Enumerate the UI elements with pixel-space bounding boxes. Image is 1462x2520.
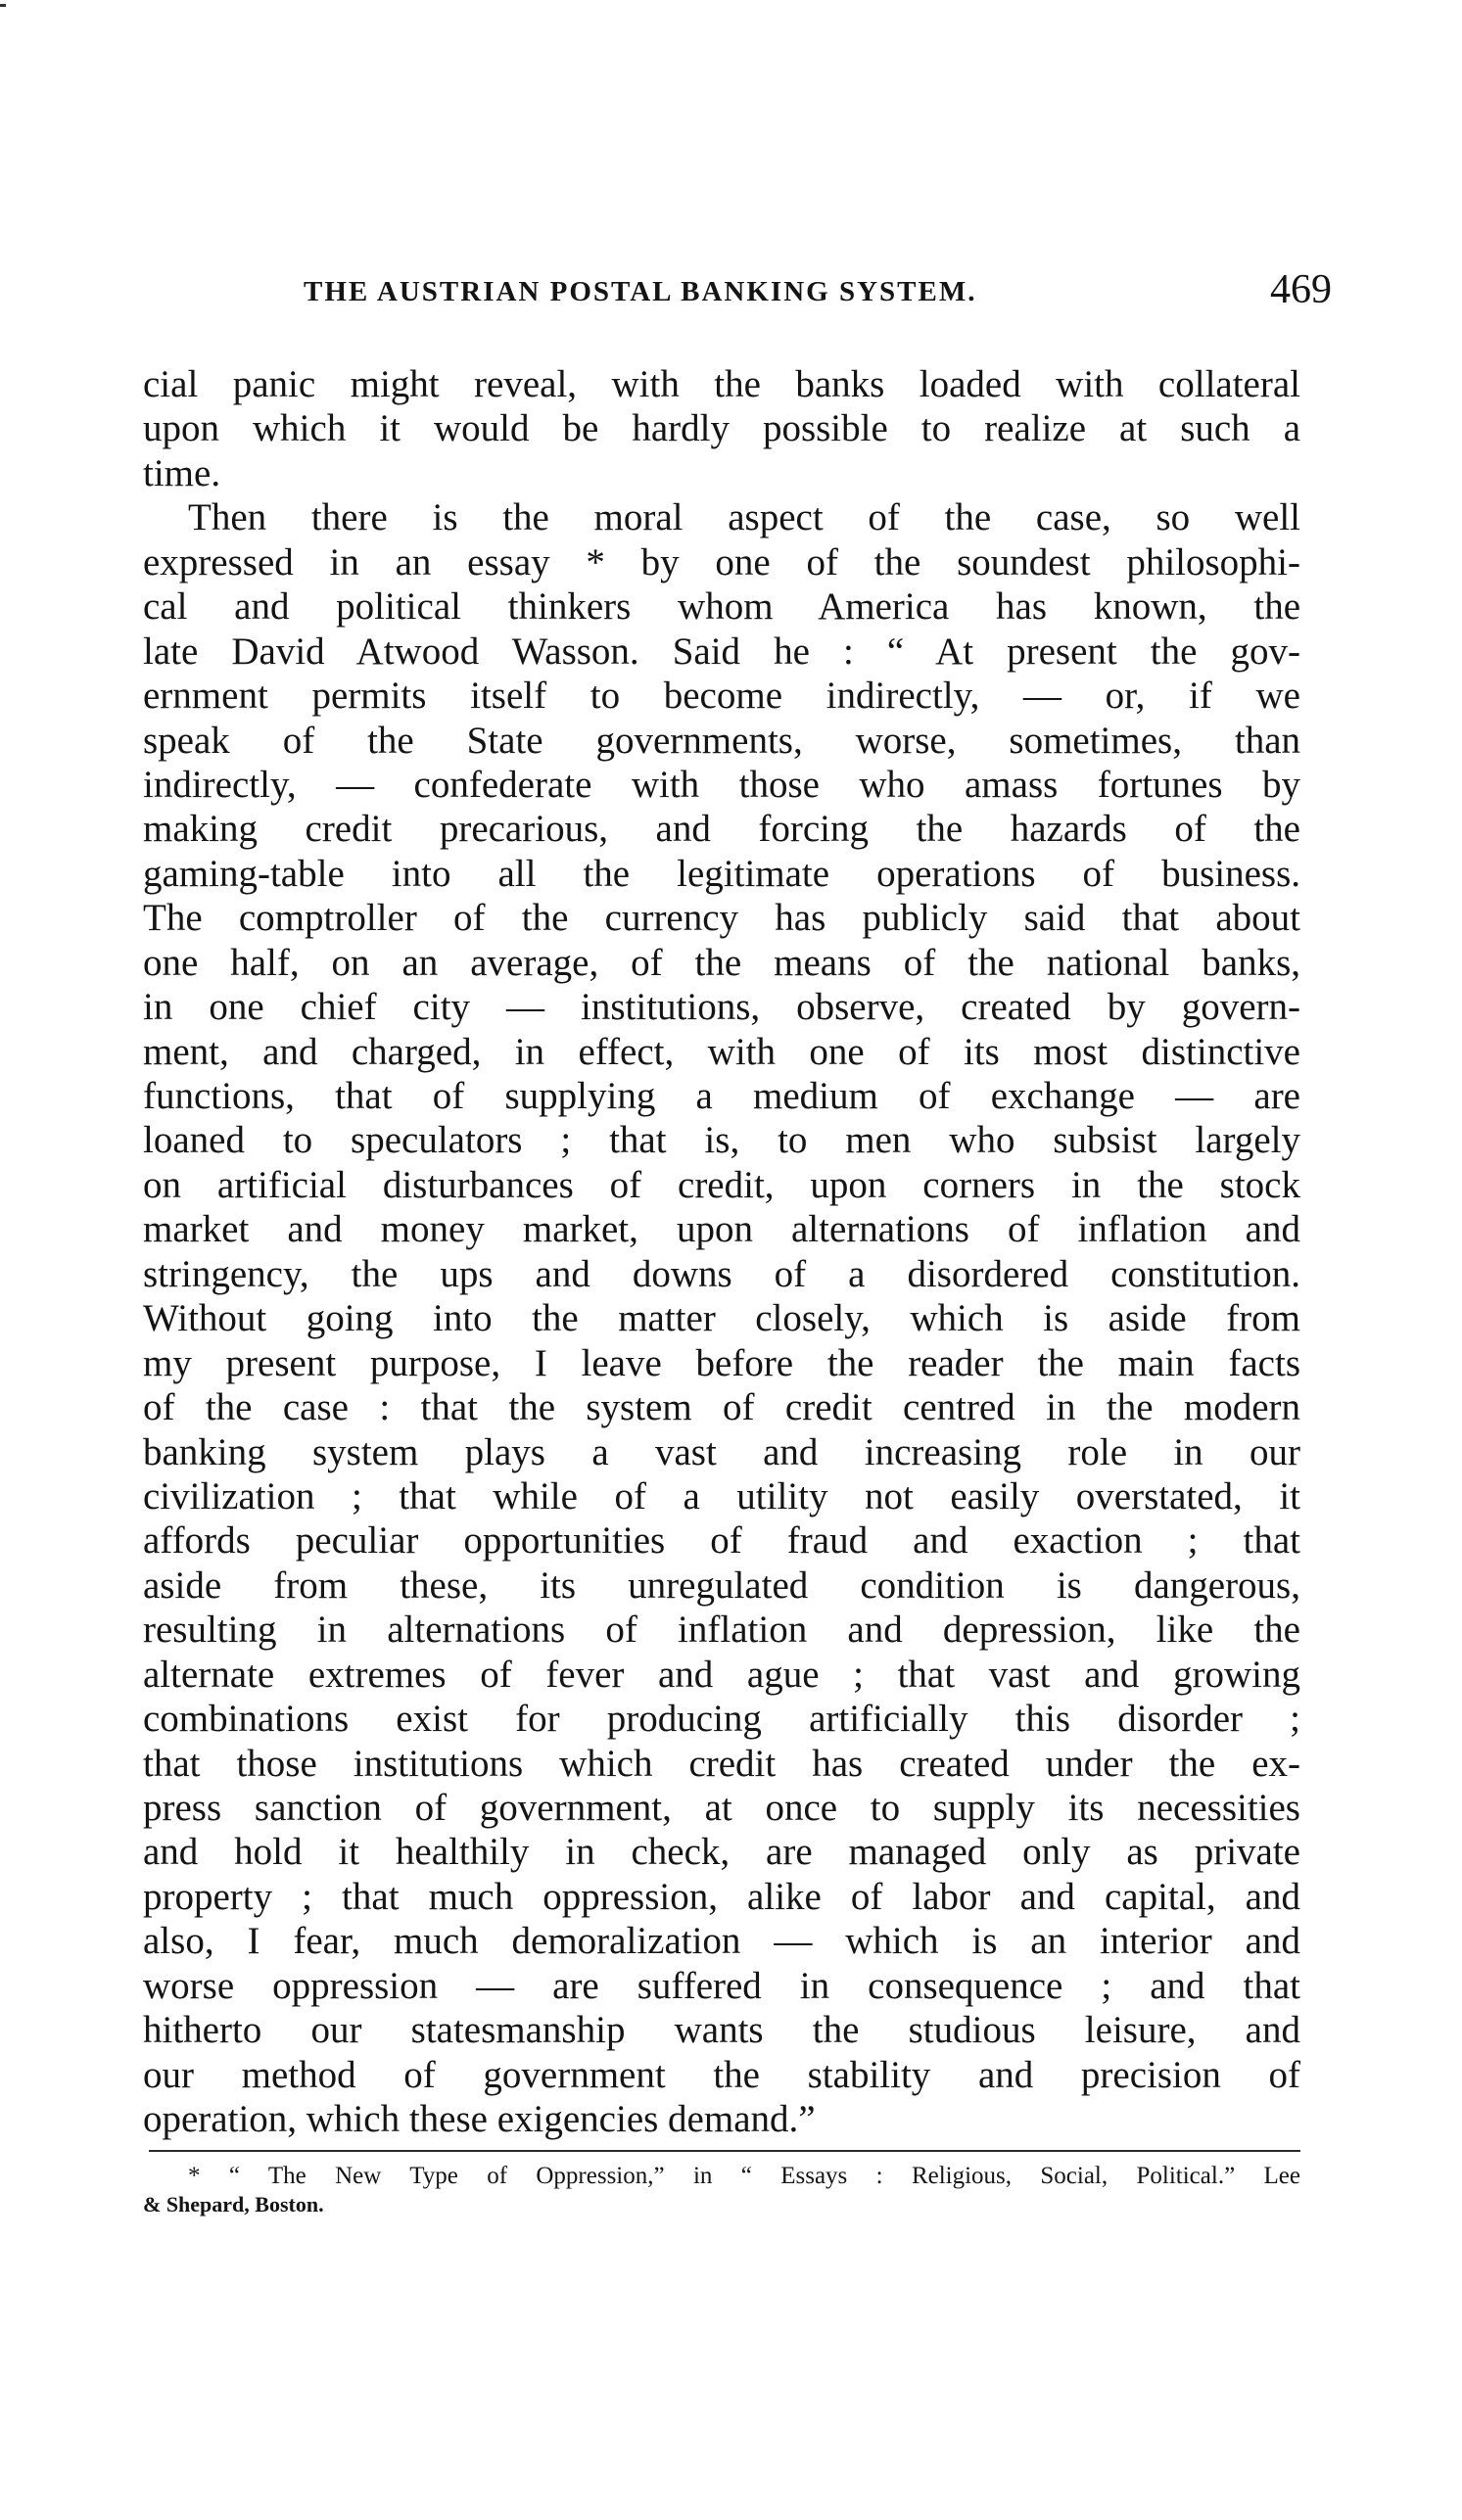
text-line: speak of the State governments, worse, sometimes, than bbox=[143, 719, 1300, 762]
text-line: Without going into the matter closely, which is aside from bbox=[143, 1297, 1300, 1340]
footnote-line: & Shepard, Boston. bbox=[143, 2192, 324, 2217]
body-text bbox=[143, 362, 1300, 2142]
text-line: resulting in alternations of inflation and depression, like the bbox=[143, 1609, 1300, 1652]
text-line: worse oppression — are suffered in consequence ; and that bbox=[143, 1964, 1300, 2007]
text-line: our method of government the stability and precision of bbox=[143, 2053, 1300, 2096]
scan-mark bbox=[0, 4, 6, 7]
text-line: aside from these, its unregulated condition is dangerous, bbox=[143, 1563, 1300, 1607]
text-line: also, I fear, much demoralization — which is an interior and bbox=[143, 1920, 1300, 1963]
text-line: cial panic might reveal, with the banks loaded with collateral bbox=[143, 363, 1300, 405]
text-line: and hold it healthily in check, are managed only as private bbox=[143, 1831, 1300, 1874]
text-line: operation, which these exigencies demand.” bbox=[143, 2098, 816, 2141]
footnote-line: * “ The New Type of Oppression,” in “ Essays : Religious, Social, Political.” Lee bbox=[188, 2163, 1300, 2189]
footnote-rule bbox=[149, 2150, 1300, 2152]
text-line: that those institutions which credit has created under the ex- bbox=[143, 1742, 1300, 1785]
text-line: on artificial disturbances of credit, upon corners in the stock bbox=[143, 1163, 1300, 1206]
text-line: my present purpose, I leave before the reader the main facts bbox=[143, 1341, 1300, 1384]
text-line: The comptroller of the currency has publicly said that about bbox=[143, 897, 1300, 940]
text-line: stringency, the ups and downs of a disordered constitution. bbox=[143, 1252, 1300, 1295]
text-line: upon which it would be hardly possible to realize at such a bbox=[143, 407, 1300, 450]
text-line: civilization ; that while of a utility not easily overstated, it bbox=[143, 1474, 1300, 1517]
text-line: of the case : that the system of credit centred in the modern bbox=[143, 1386, 1300, 1429]
text-line: one half, on an average, of the means of the national banks, bbox=[143, 941, 1300, 984]
text-line: alternate extremes of fever and ague ; that vast and growing bbox=[143, 1653, 1300, 1696]
footnote bbox=[143, 2162, 1300, 2218]
text-line: expressed in an essay * by one of the soundest philosophi- bbox=[143, 540, 1300, 583]
page-header bbox=[304, 264, 1332, 323]
text-line: hitherto our statesmanship wants the studious leisure, and bbox=[143, 2009, 1300, 2052]
text-line: press sanction of government, at once to supply its necessities bbox=[143, 1787, 1300, 1829]
running-title: THE AUSTRIAN POSTAL BANKING SYSTEM. bbox=[304, 276, 977, 307]
text-line: making credit precarious, and forcing the hazards of the bbox=[143, 808, 1300, 851]
text-line: combinations exist for producing artificially this disorder ; bbox=[143, 1698, 1300, 1741]
page-number: 469 bbox=[1270, 267, 1332, 312]
text-line: market and money market, upon alternations of inflation and bbox=[143, 1208, 1300, 1251]
text-line: functions, that of supplying a medium of exchange — are bbox=[143, 1075, 1300, 1117]
text-line: banking system plays a vast and increasing role in our bbox=[143, 1430, 1300, 1473]
text-line: in one chief city — institutions, observe, created by govern- bbox=[143, 986, 1300, 1029]
text-line: indirectly, — confederate with those who amass fortunes by bbox=[143, 763, 1300, 806]
text-line: cal and political thinkers whom America has known, the bbox=[143, 585, 1300, 629]
text-line: time. bbox=[143, 451, 221, 494]
text-line: Then there is the moral aspect of the case, so well bbox=[188, 496, 1300, 539]
text-line: gaming-table into all the legitimate operations of business. bbox=[143, 852, 1300, 895]
text-line: ment, and charged, in effect, with one of its most distinctive bbox=[143, 1030, 1300, 1073]
text-line: property ; that much oppression, alike of labor and capital, and bbox=[143, 1875, 1300, 1918]
text-line: late David Atwood Wasson. Said he : “ At present the gov- bbox=[143, 630, 1300, 673]
text-line: affords peculiar opportunities of fraud and exaction ; that bbox=[143, 1519, 1300, 1563]
text-line: ernment permits itself to become indirectly, — or, if we bbox=[143, 675, 1300, 718]
text-line: loaned to speculators ; that is, to men who subsist largely bbox=[143, 1119, 1300, 1162]
